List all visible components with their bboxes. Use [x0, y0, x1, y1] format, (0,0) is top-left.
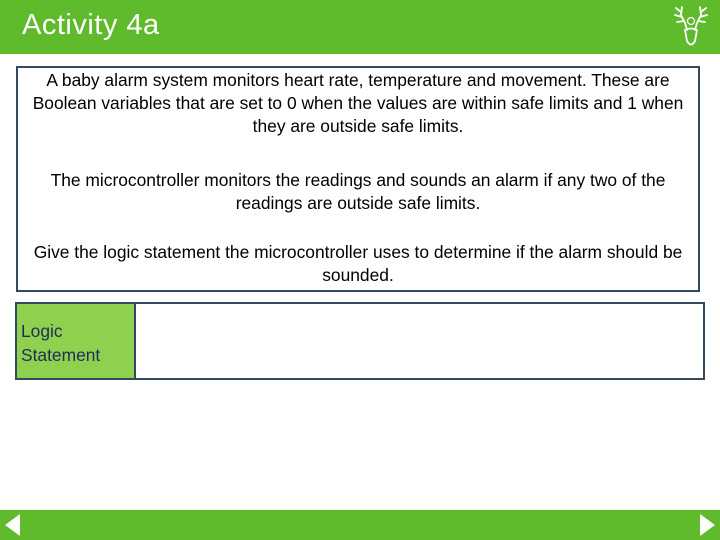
question-paragraph-3: Give the logic statement the microcontroller uses to determine if the alarm should be sounded. [33, 242, 683, 285]
footer-bar [0, 510, 720, 540]
next-arrow-icon[interactable] [694, 510, 720, 540]
title-bar [0, 0, 720, 54]
slide-title: Activity 4a [22, 9, 160, 41]
answer-label-cell [17, 304, 136, 378]
answer-table [15, 302, 705, 380]
question-text-box [16, 66, 700, 292]
question-paragraph-2: The microcontroller monitors the readings and sounds an alarm if any two of the readings are outside safe limits. [50, 170, 666, 213]
logic-statement-answer-field[interactable] [136, 304, 703, 378]
previous-arrow-icon[interactable] [0, 510, 26, 540]
logic-statement-label: Logic Statement [21, 321, 101, 365]
question-paragraph-1: A baby alarm system monitors heart rate, temperature and movement. These are Boolean variables that are set to 0 when the values are within safe limits and 1 when they are outside safe limits. [32, 70, 684, 136]
stag-head-icon [668, 3, 714, 51]
